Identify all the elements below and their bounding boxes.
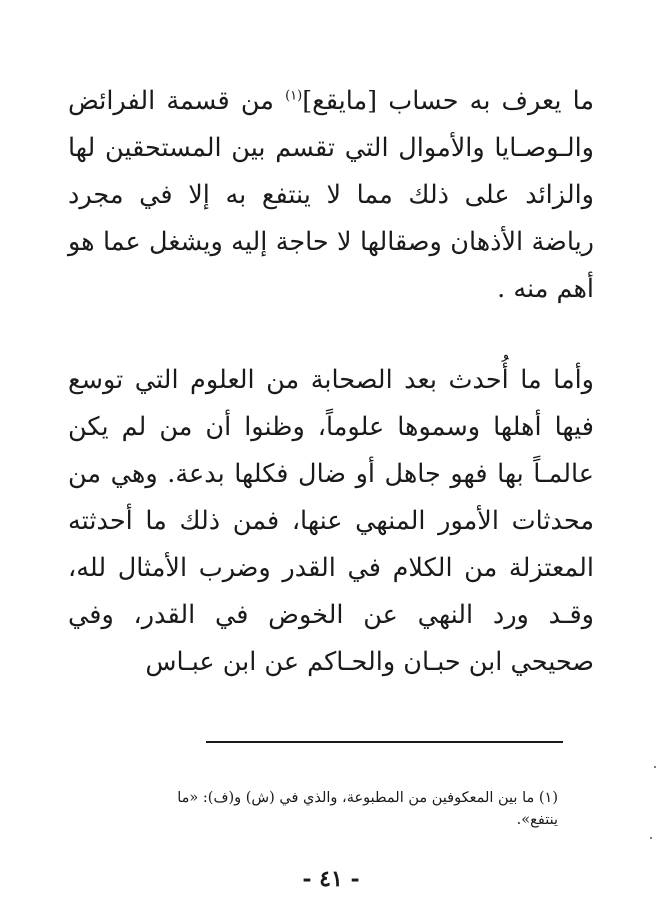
body-paragraph-2: وأما ما أُحدث بعد الصحابة من العلوم التي توسع فيها أهلها وسموها علوماً، وظنوا أن من لم يكن عالمـاً بها فهو جاهل أو ضال فكلها بدعة. وهي من محدثات الأمور المنهي عنها، فمن ذلك ما أحدثته المعتزلة من الكلام في القدر وضرب الأمثال لله، وقـد ورد النهي عن الخوض في القدر، وفي صحيحي ابن حبـان والحـاكم عن ابن عبـاس — [68, 365, 594, 677]
scan-speck — [654, 766, 656, 768]
paragraph-1-part-1: ما يعرف به حساب [مايقع] — [302, 86, 595, 116]
page-number: - ٤١ - — [302, 866, 360, 892]
footnote-separator-rule — [206, 741, 563, 743]
footnote: (١) ما بين المعكوفين من المطبوعة، والذي في (ش) و(ف): «ما ينتفع». — [177, 790, 558, 828]
scan-speck — [650, 837, 652, 839]
body-paragraph-1 — [68, 78, 594, 313]
footnote-reference: (١) — [285, 88, 303, 104]
paragraph-1-part-2: من قسمة الفرائض والـوصـايا والأموال التي تقسم بين المستحقين لها والزائد على ذلك مما لا ينتفع به إلا في مجرد رياضة الأذهان وصقالها لا حاجة إليه ويشغل عما هو أهم منه . — [68, 86, 594, 304]
